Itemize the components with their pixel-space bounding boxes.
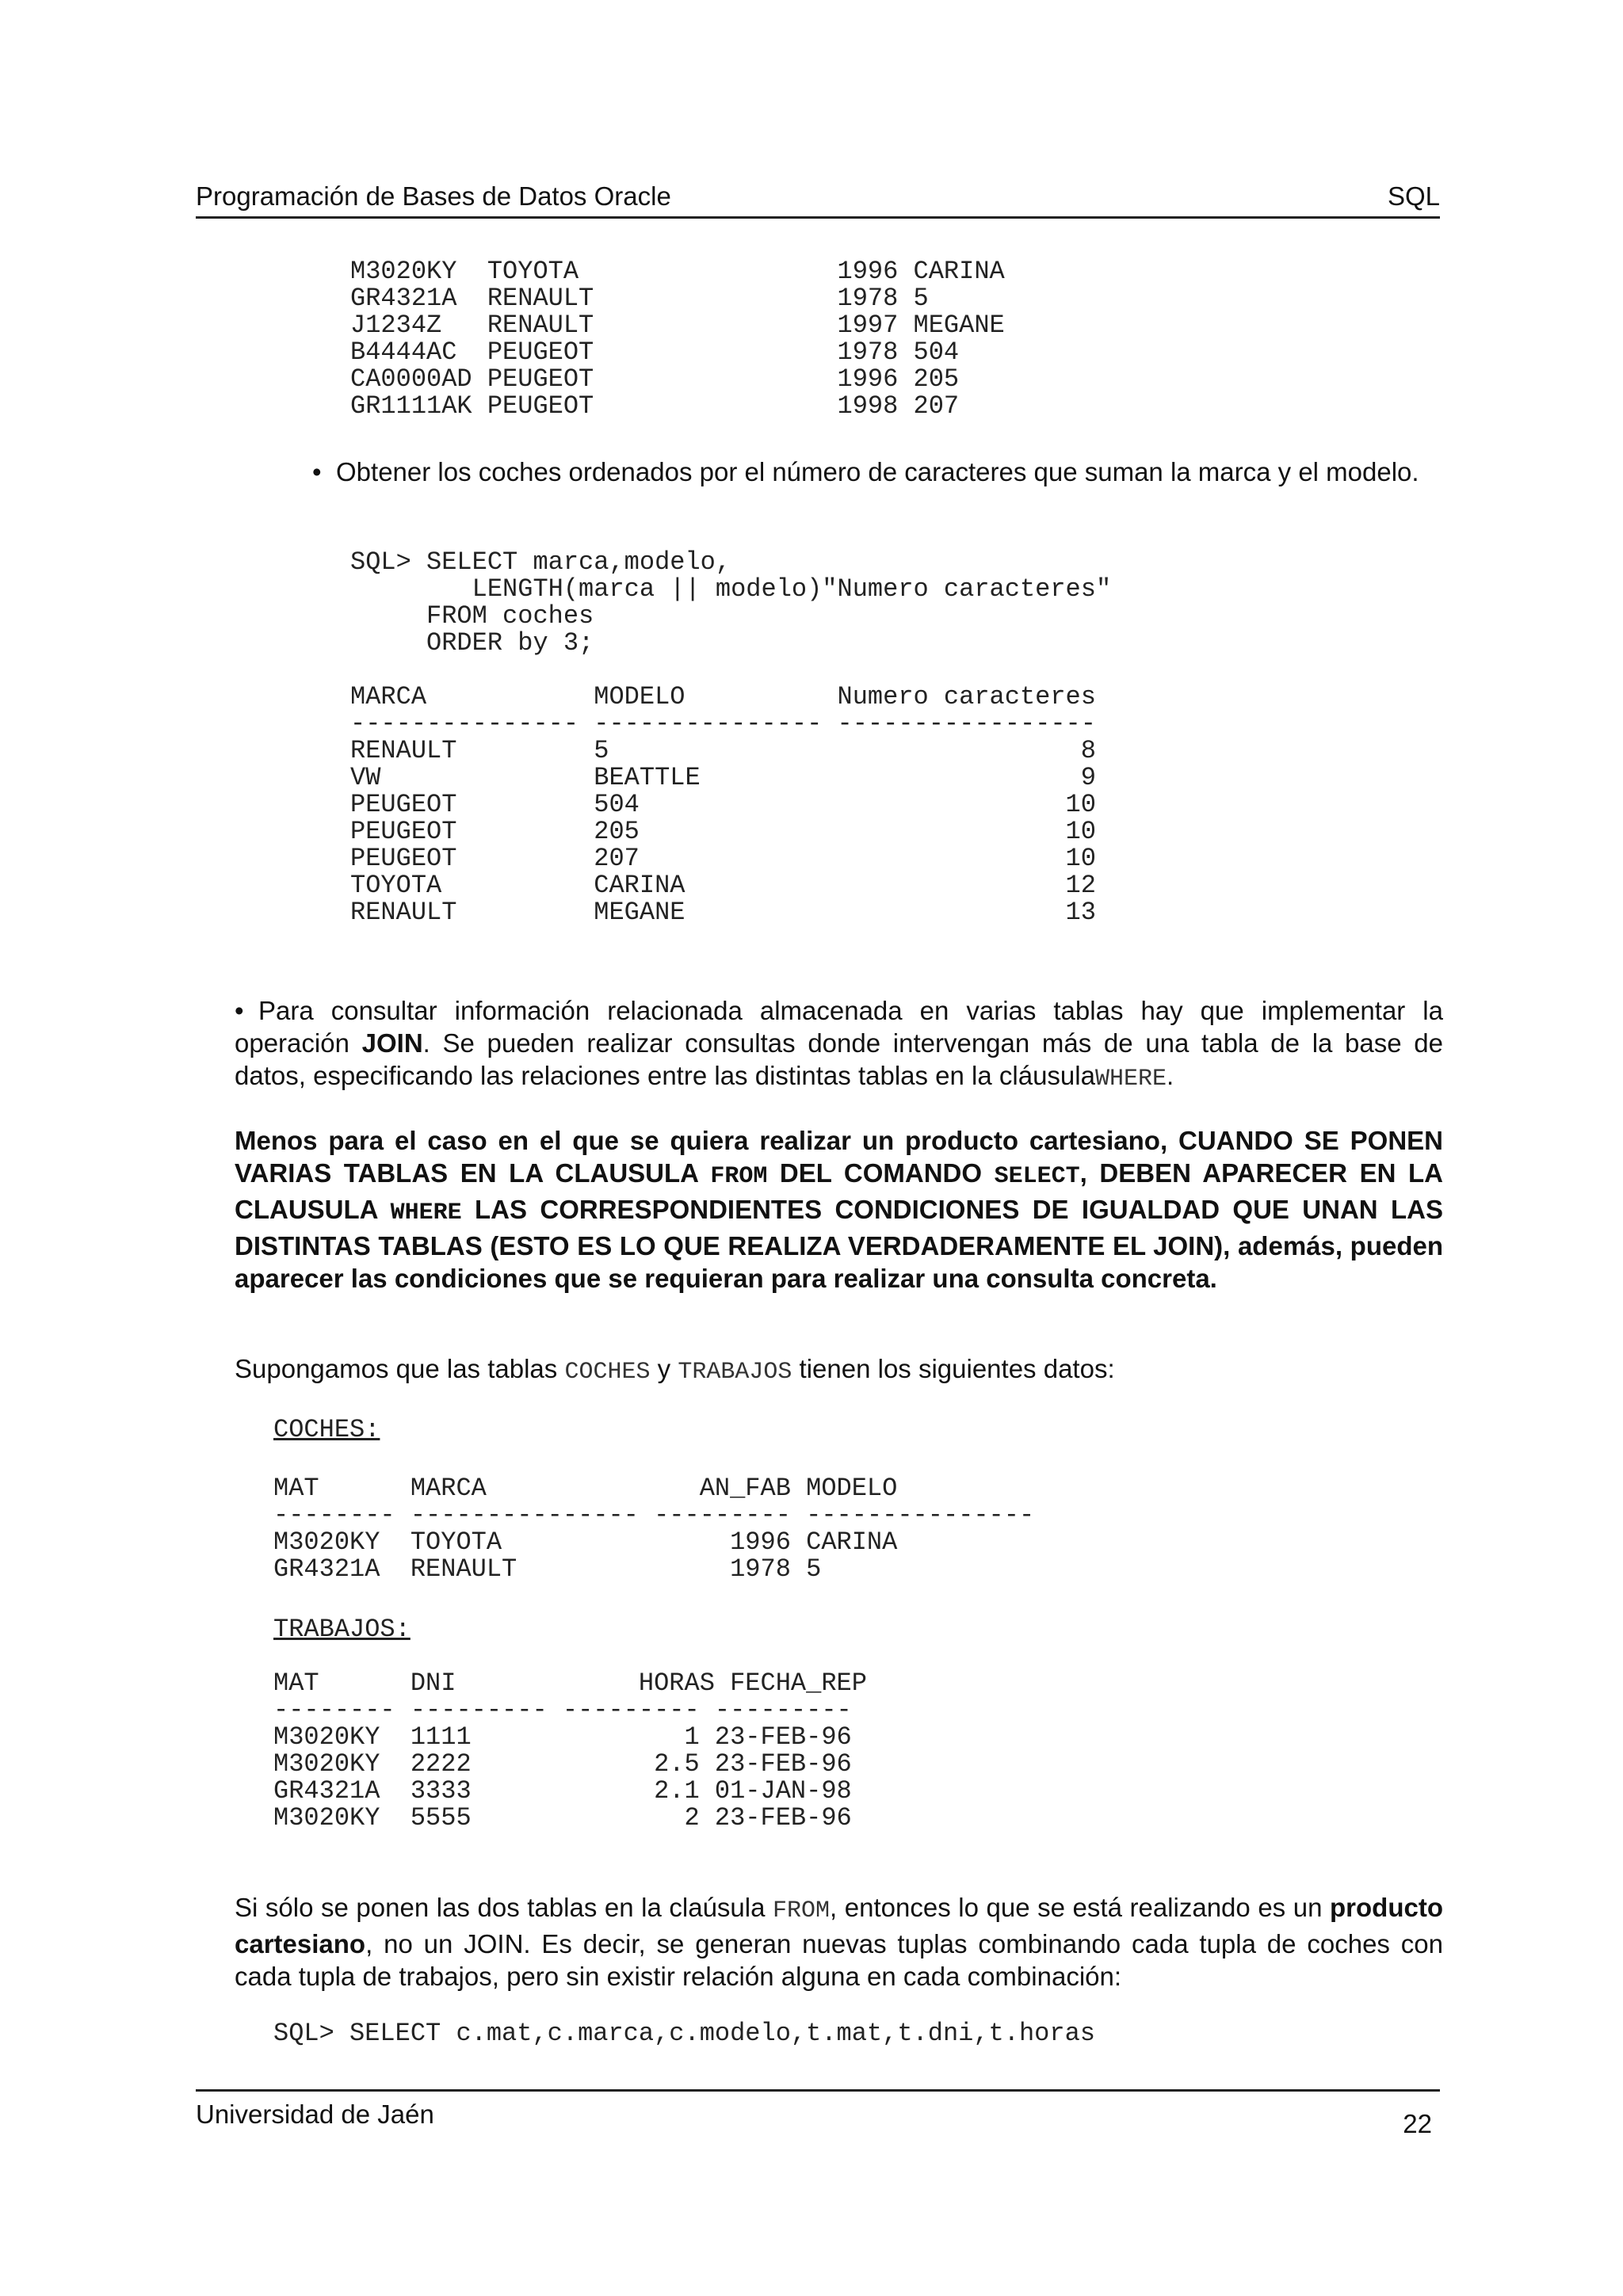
cartesian-product-paragraph: Si sólo se ponen las dos tablas en la claúsula FROM, entonces lo que se está realizando es un producto cartesiano, no un JOIN. Es decir, se generan nuevas tuplas combinando cada tupla de coches con cada tupla de trabajos, pero sin existir relación alguna en cada combinación: bbox=[235, 1893, 1443, 1991]
result-line: VW BEATTLE 9 bbox=[350, 763, 1096, 792]
header-section: SQL bbox=[1387, 181, 1440, 211]
tables-intro: Supongamos que las tablas COCHES y TRABAJOS tienen los siguientes datos: bbox=[235, 1354, 1115, 1386]
result-row: J1234Z RENAULT 1997 MEGANE bbox=[350, 311, 1005, 340]
table-row: MAT MARCA AN_FAB MODELO bbox=[273, 1474, 898, 1503]
page-header bbox=[196, 178, 1440, 219]
result-line: MARCA MODELO Numero caracteres bbox=[350, 682, 1096, 711]
table-row: M3020KY TOYOTA 1996 CARINA bbox=[273, 1527, 898, 1557]
trabajos-table bbox=[273, 1670, 867, 1832]
table-row: M3020KY 5555 2 23-FEB-96 bbox=[273, 1803, 852, 1833]
bullet-icon: • bbox=[312, 457, 322, 486]
coches-table bbox=[273, 1475, 1034, 1583]
from-keyword: FROM bbox=[710, 1163, 768, 1190]
cartesian-term: producto cartesiano bbox=[235, 1893, 1443, 1958]
table-row: M3020KY 2222 2.5 23-FEB-96 bbox=[273, 1749, 852, 1779]
table-row: M3020KY 1111 1 23-FEB-96 bbox=[273, 1722, 852, 1752]
bullet-order-by-length: • Obtener los coches ordenados por el número de caracteres que suman la marca y el modelo. bbox=[312, 457, 1419, 486]
trabajos-table-title: TRABAJOS: bbox=[273, 1615, 411, 1644]
join-keyword: JOIN bbox=[361, 1028, 423, 1058]
table-row: GR4321A 3333 2.1 01-JAN-98 bbox=[273, 1776, 852, 1806]
result-line: RENAULT MEGANE 13 bbox=[350, 898, 1096, 927]
where-keyword: WHERE bbox=[390, 1199, 462, 1226]
join-rule-paragraph: Menos para el caso en el que se quiera realizar un producto cartesiano, CUANDO SE PONEN VARIAS TABLAS EN LA CLAUSULA FROM DEL COMANDO SELECT, DEBEN APARECER EN LA CLAUSULA WHERE LAS CORRESPONDIENTES CONDICIONES DE IGUALDAD QUE UNAN LAS DISTINTAS TABLAS (ESTO ES LO QUE REALIZA VERDADERAMENTE EL JOIN), además, pueden aparecer las condiciones que se requieran para realizar una consulta concreta. bbox=[235, 1126, 1444, 1293]
table-row: GR4321A RENAULT 1978 5 bbox=[273, 1554, 822, 1584]
result-row: GR4321A RENAULT 1978 5 bbox=[350, 284, 929, 313]
query-length-block bbox=[350, 549, 1111, 657]
trabajos-keyword: TRABAJOS bbox=[678, 1359, 792, 1386]
query-line: SQL> SELECT c.mat,c.marca,c.modelo,t.mat,t.dni,t.horas bbox=[273, 2019, 1095, 2048]
result-line: PEUGEOT 205 10 bbox=[350, 817, 1096, 846]
select-keyword: SELECT bbox=[994, 1163, 1080, 1190]
header-title: Programación de Bases de Datos Oracle bbox=[196, 181, 671, 211]
table-row: MAT DNI HORAS FECHA_REP bbox=[273, 1669, 867, 1698]
result-line: TOYOTA CARINA 12 bbox=[350, 871, 1096, 900]
query-line: ORDER by 3; bbox=[350, 628, 594, 658]
query-line: LENGTH(marca || modelo)"Numero caracteres" bbox=[350, 574, 1112, 604]
coches-table-title: COCHES: bbox=[273, 1415, 380, 1444]
top-result-block bbox=[350, 258, 1005, 420]
page-footer bbox=[196, 2089, 1440, 2138]
bullet-icon: • bbox=[235, 996, 244, 1025]
coches-keyword: COCHES bbox=[564, 1359, 651, 1386]
table-row: -------- --------------- --------- --------------- bbox=[273, 1501, 1035, 1530]
query-line: FROM coches bbox=[350, 601, 594, 631]
result-row: M3020KY TOYOTA 1996 CARINA bbox=[350, 257, 1005, 286]
query-line: SQL> SELECT marca,modelo, bbox=[350, 547, 731, 577]
result-row: B4444AC PEUGEOT 1978 504 bbox=[350, 338, 960, 367]
result-row: GR1111AK PEUGEOT 1998 207 bbox=[350, 391, 960, 421]
result-line: PEUGEOT 504 10 bbox=[350, 790, 1096, 819]
bullet-join-explanation: • Para consultar información relacionada almacenada en varias tablas hay que implementar la operación JOIN. Se pueden realizar consultas donde intervengan más de una tabla de la base de datos, especificando las relaciones entre las distintas tablas en la cláusulaWHERE. bbox=[235, 996, 1444, 1093]
table-row: -------- --------- --------- --------- bbox=[273, 1695, 852, 1725]
page-number: 22 bbox=[1403, 2109, 1432, 2138]
result-length-block bbox=[350, 684, 1096, 926]
result-line: RENAULT 5 8 bbox=[350, 736, 1096, 765]
from-keyword: FROM bbox=[773, 1897, 831, 1924]
footer-university: Universidad de Jaén bbox=[196, 2100, 434, 2129]
result-row: CA0000AD PEUGEOT 1996 205 bbox=[350, 364, 960, 394]
result-line: --------------- --------------- ----------------- bbox=[350, 709, 1096, 738]
query-cartesian-block bbox=[273, 2020, 1095, 2047]
result-line: PEUGEOT 207 10 bbox=[350, 844, 1096, 873]
where-keyword: WHERE bbox=[1094, 1066, 1167, 1093]
